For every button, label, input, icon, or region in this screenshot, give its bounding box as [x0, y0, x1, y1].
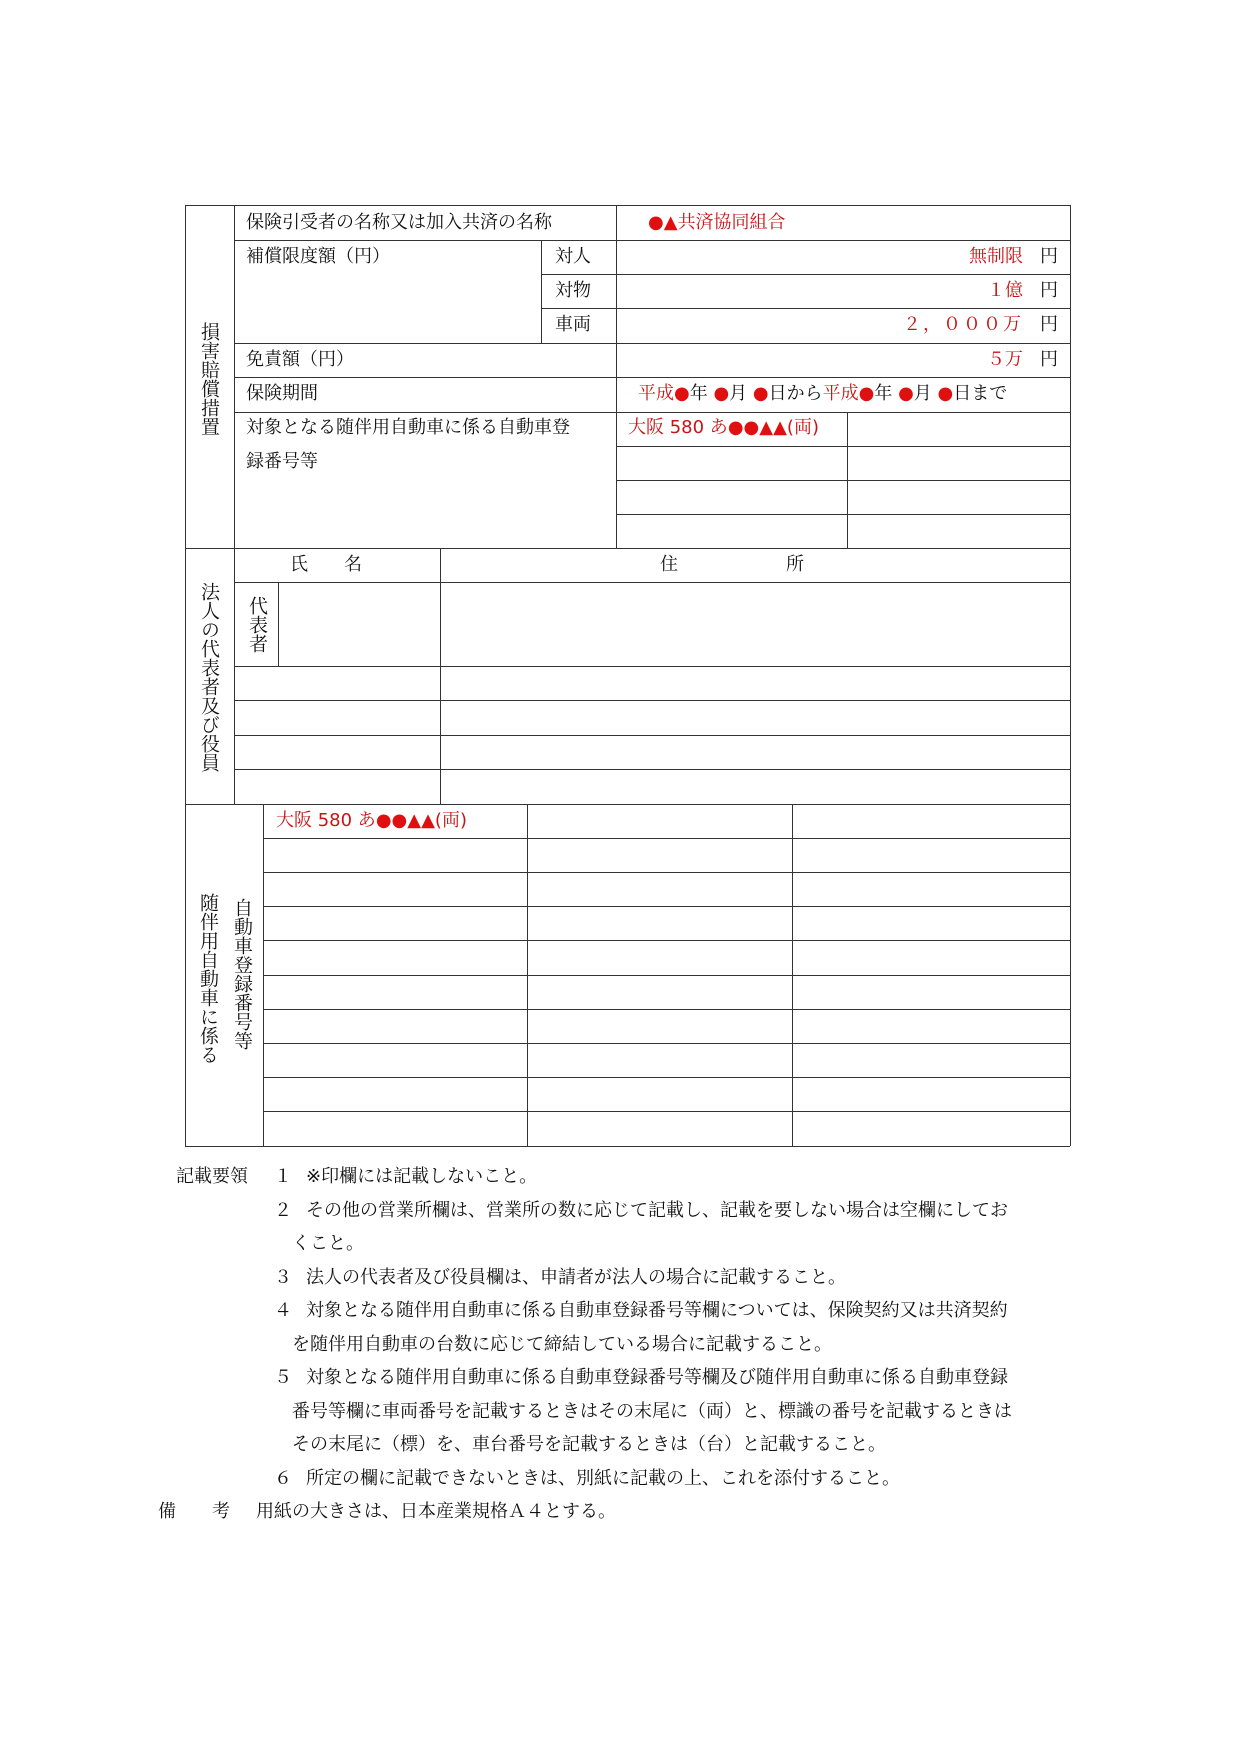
reg-label-line2: 録番号等 [246, 451, 318, 472]
representative-label: 代表者 [246, 596, 268, 653]
s3-first-value-suffix: (両) [434, 810, 467, 831]
note-num: ４ [274, 1300, 292, 1321]
s2-row-line [234, 582, 1070, 583]
s3-row-line [263, 940, 1070, 941]
note-text-cont: くこと。 [292, 1233, 364, 1254]
note-num: ５ [274, 1367, 292, 1388]
s3-first-value[interactable] [276, 812, 467, 830]
note-item [176, 1194, 1076, 1228]
s1-row-line [616, 446, 1070, 447]
s3-row-line [263, 1009, 1070, 1010]
s1-row-line [234, 377, 1070, 378]
note-text-cont: その末尾に（標）を、車台番号を記載するときは（台）と記載すること。 [292, 1434, 886, 1455]
reg-value-suffix: (両) [786, 417, 819, 438]
note-item [176, 1361, 1076, 1395]
remark-text: 用紙の大きさは、日本産業規格Ａ４とする。 [256, 1501, 616, 1522]
period-era-end: 平成 [822, 383, 859, 404]
s1-row-line [234, 240, 1070, 241]
note-num: ６ [274, 1467, 292, 1489]
section1-bottom [185, 548, 1070, 549]
dot-icon: ● [713, 383, 730, 404]
remark [158, 1495, 1076, 1529]
section3-label-outer: 随伴用自動車に係る [197, 893, 219, 1064]
s1-row-line [616, 480, 1070, 481]
remark-lead: 備 考 [158, 1501, 230, 1522]
dot-icon: ● [937, 383, 954, 404]
note-text: 対象となる随伴用自動車に係る自動車登録番号等欄及び随伴用自動車に係る自動車登録 [306, 1367, 1008, 1388]
insurer-name: 共済協同組合 [677, 212, 786, 233]
s3-row-line [263, 906, 1070, 907]
period-year-start: 年 [689, 383, 708, 404]
section3-label-inner: 自動車登録番号等 [231, 898, 253, 1050]
table-border-right [1070, 205, 1071, 1146]
period-value[interactable] [638, 385, 1007, 403]
section2-label: 法人の代表者及び役員 [198, 582, 220, 772]
reg-value-text: 大阪 580 あ [628, 417, 728, 438]
deductible-unit: 円 [1040, 349, 1058, 370]
s1-row-line [234, 343, 1070, 344]
s3-row-line [263, 1111, 1070, 1112]
s3-row-line [263, 1077, 1070, 1078]
insurer-label: 保険引受者の名称又は加入共済の名称 [246, 212, 552, 233]
insurer-marks: ●▲ [648, 212, 678, 233]
row-value-property[interactable]: １億 [987, 280, 1023, 301]
period-era-start: 平成 [638, 383, 674, 404]
row-unit-vehicle: 円 [1040, 314, 1058, 335]
row-label-vehicle: 車両 [555, 314, 591, 335]
dot-icon: ● [674, 383, 690, 404]
note-text: 対象となる随伴用自動車に係る自動車登録番号等欄については、保険契約又は共済契約 [306, 1300, 1008, 1321]
note-item [176, 1462, 1076, 1496]
row-value-personal[interactable]: 無制限 [969, 246, 1023, 267]
s1-sublabel-divider [541, 240, 542, 343]
s2-row-line [234, 735, 1070, 736]
section2-bottom [185, 804, 1070, 805]
limit-label: 補償限度額（円） [246, 246, 390, 267]
s1-row-line [541, 274, 1070, 275]
row-value-vehicle[interactable]: ２，０００万 [903, 314, 1023, 335]
s2-row-line [234, 769, 1070, 770]
note-text: 所定の欄に記載できないときは、別紙に記載の上、これを添付すること。 [306, 1467, 900, 1489]
row-unit-personal: 円 [1040, 246, 1058, 267]
row-label-personal: 対人 [555, 246, 591, 267]
s3-row-line [263, 838, 1070, 839]
s3-row-line [263, 872, 1070, 873]
deductible-label: 免責額（円） [246, 349, 354, 370]
note-text: 法人の代表者及び役員欄は、申請者が法人の場合に記載すること。 [306, 1266, 846, 1288]
note-text-cont: を随伴用自動車の台数に応じて締結している場合に記載すること。 [292, 1333, 832, 1355]
note-text-cont: 番号等欄に車両番号を記載するときはその末尾に（両）と、標識の番号を記載するときは [292, 1400, 1012, 1422]
s2-row-line [234, 666, 1070, 667]
s1-row-line [541, 308, 1070, 309]
row-label-property: 対物 [555, 280, 591, 301]
name-header: 氏 名 [290, 554, 362, 575]
row-unit-property: 円 [1040, 280, 1058, 301]
table-border-bottom [185, 1146, 1070, 1147]
note-item [176, 1261, 1076, 1295]
s1-row-line [234, 412, 1070, 413]
s3-row-line [263, 1043, 1070, 1044]
note-text: ※印欄には記載しないこと。 [306, 1166, 538, 1187]
s2-rep-divider [278, 582, 279, 666]
table-border-left [185, 205, 186, 1146]
period-label: 保険期間 [246, 383, 318, 404]
notes-lead: 記載要領 [176, 1166, 248, 1187]
note-item [176, 1160, 1076, 1194]
note-item [176, 1294, 1076, 1328]
s3-first-value-marks: ●●▲▲ [375, 810, 435, 831]
notes [158, 1160, 1076, 1529]
section1-label: 損害賠償措置 [198, 322, 220, 436]
s3-row-line [263, 975, 1070, 976]
reg-label-line1: 対象となる随伴用自動車に係る自動車登 [246, 417, 570, 438]
dot-icon: ● [898, 383, 914, 404]
note-text: その他の営業所欄は、営業所の数に応じて記載し、記載を要しない場合は空欄にしてお [306, 1199, 1008, 1221]
reg-value[interactable] [628, 419, 819, 437]
s2-name-address-divider [440, 548, 441, 804]
address-header: 住 所 [660, 554, 804, 575]
table-border-top [185, 205, 1070, 206]
insurer-value[interactable] [648, 214, 786, 232]
period-month-start: 月 [729, 383, 748, 404]
reg-value-marks: ●●▲▲ [727, 417, 787, 438]
dot-icon: ● [858, 383, 875, 404]
s2-label-divider [234, 548, 235, 804]
period-year-end: 年 [874, 383, 893, 404]
dot-icon: ● [752, 383, 769, 404]
s2-row-line [234, 700, 1070, 701]
period-day-end: 日まで [953, 383, 1008, 404]
note-num: １ [274, 1166, 292, 1187]
note-num: ２ [274, 1199, 292, 1221]
period-day-start: 日から [768, 383, 823, 404]
s3-first-value-text: 大阪 580 あ [276, 810, 376, 831]
deductible-value[interactable]: ５万 [987, 349, 1023, 370]
s1-row-line [616, 514, 1070, 515]
period-month-end: 月 [913, 383, 932, 404]
note-num: ３ [274, 1266, 292, 1288]
